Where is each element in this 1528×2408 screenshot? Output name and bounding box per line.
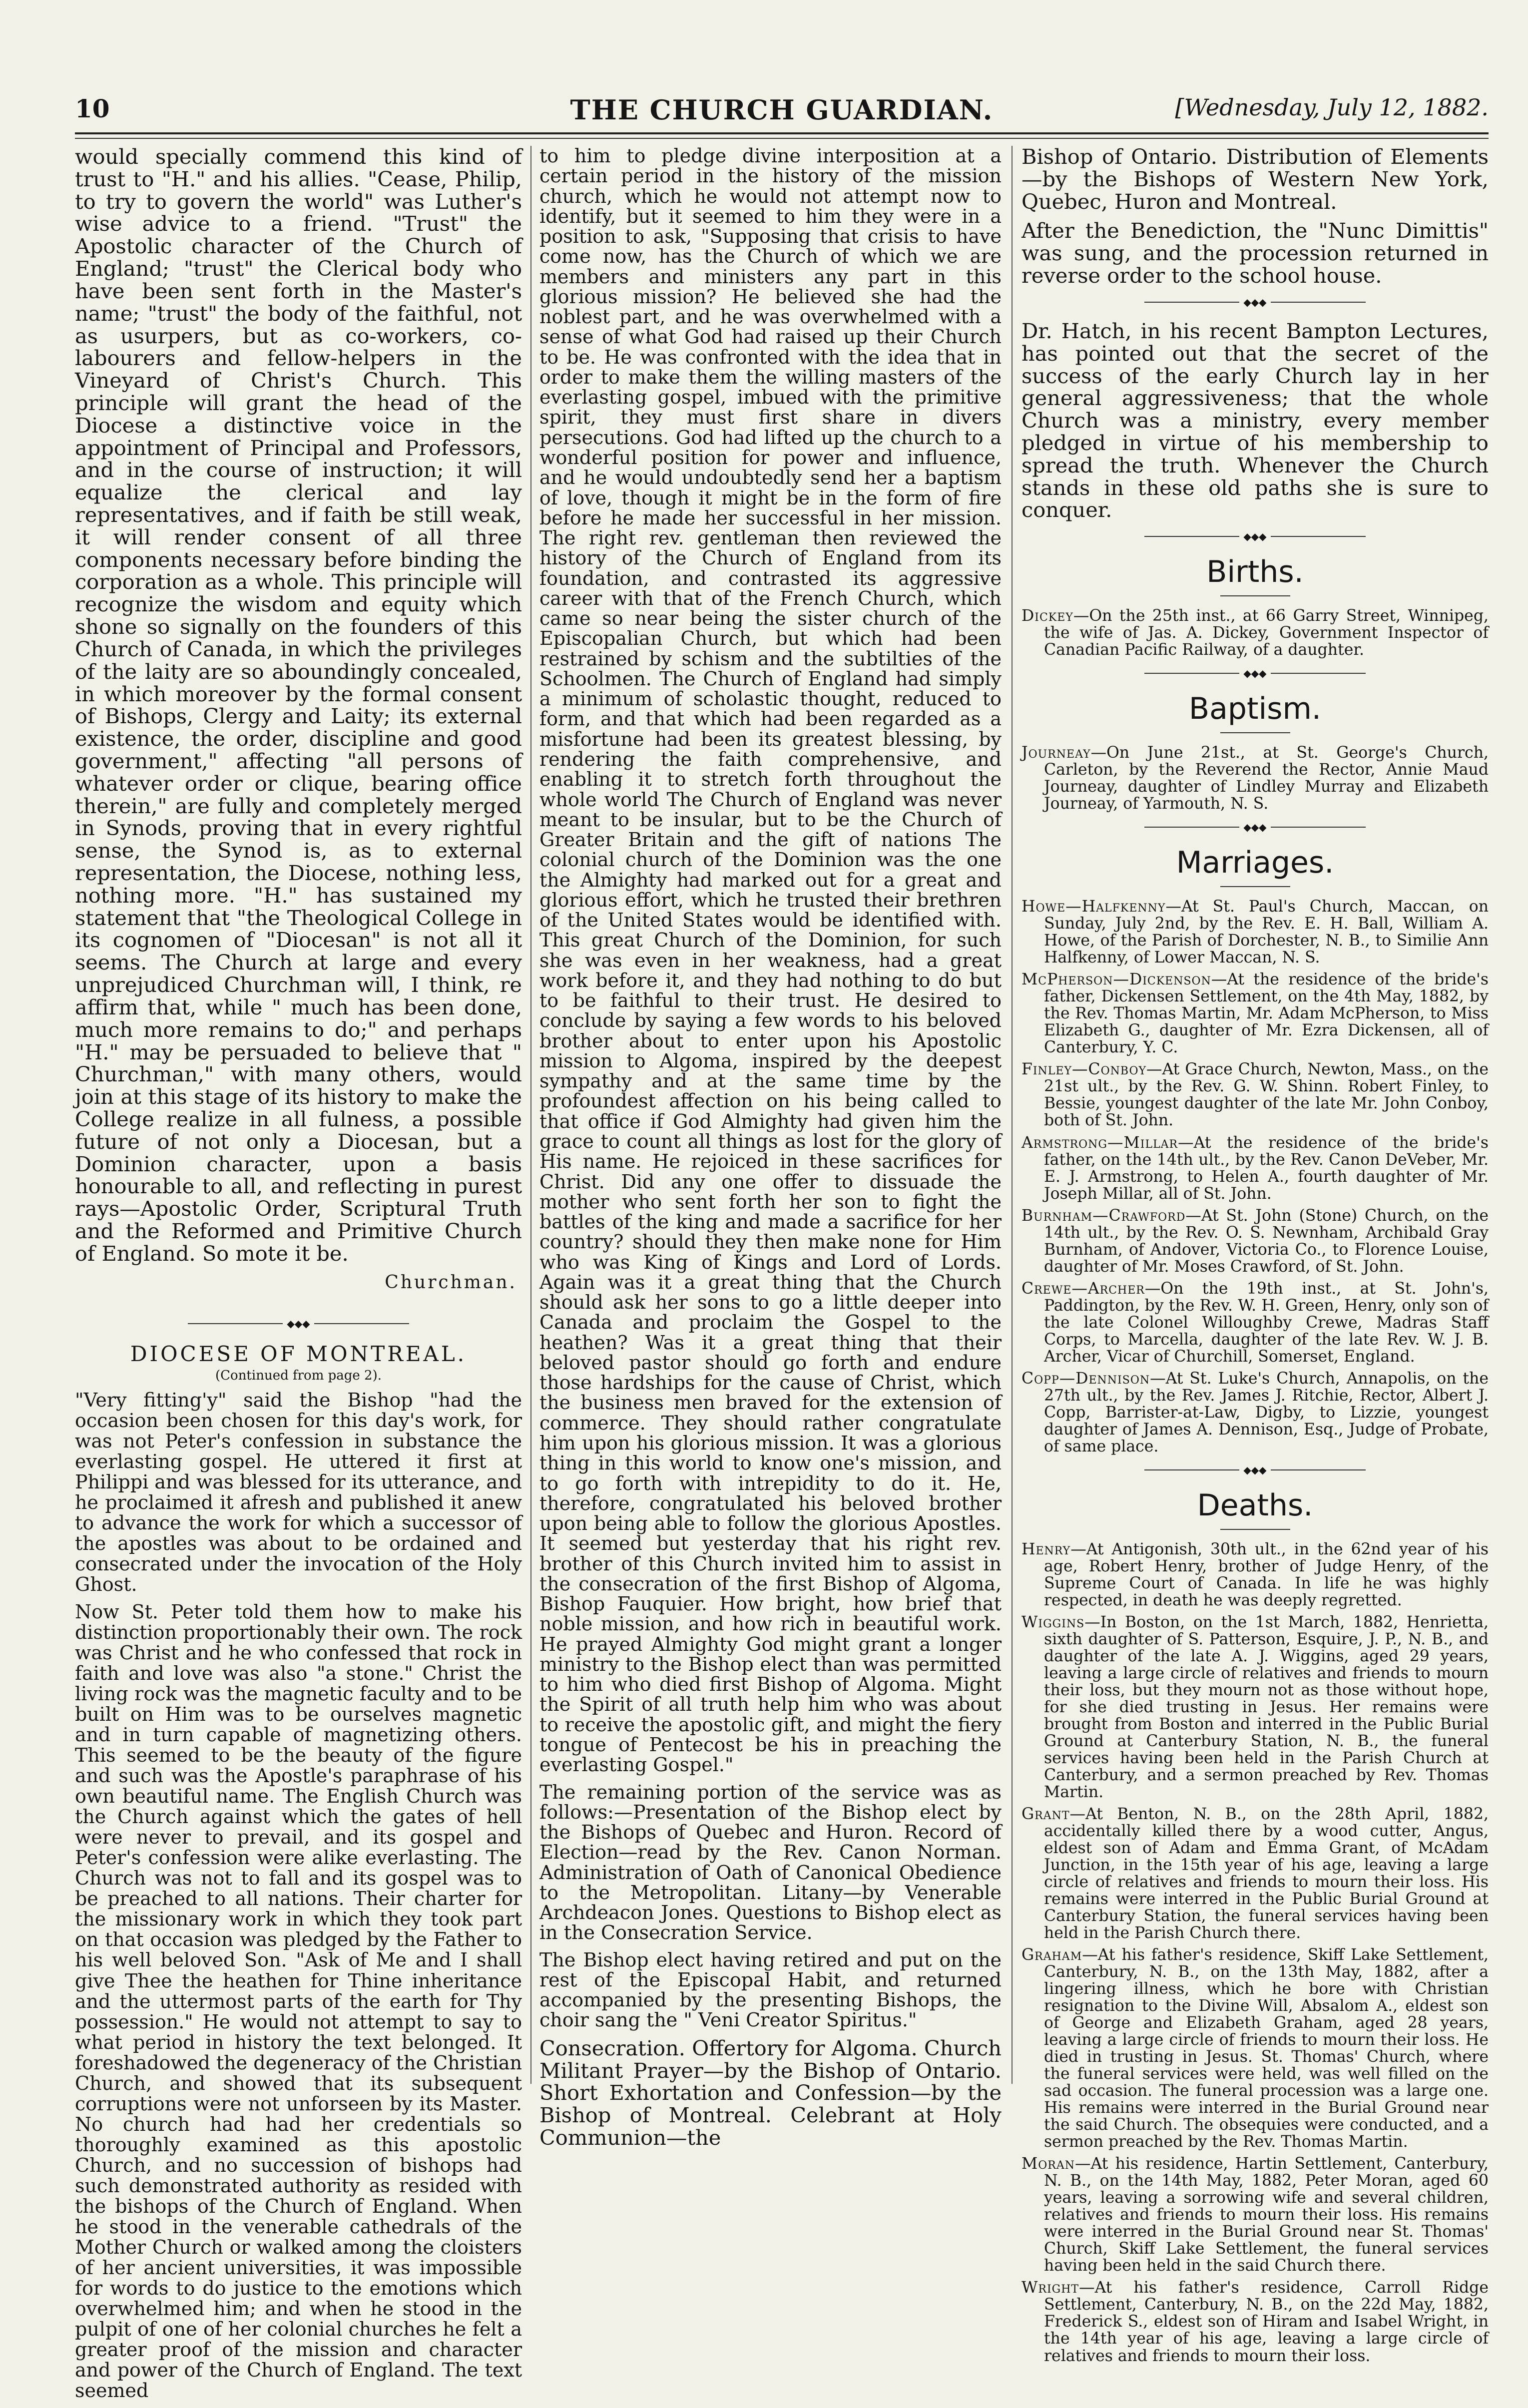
- notice-name: Armstrong—Millar: [1021, 1133, 1178, 1152]
- separator-ornament: ◆◆◆: [1021, 1464, 1489, 1476]
- births-heading: Births.: [1206, 554, 1304, 590]
- article-paragraph: to him to pledge divine interposition at a certain period in the history of the mission church, which he would not attempt now to identify, but it seemed to him they were in a position to ask, "Supposing that crisis to have come now, has the Church of which we are members and ministers any part in this glorious mission? He believed she had the noblest part, and he was overwhelmed with a sense of what God had raised up their Church to be. He was confronted with the idea that in order to make them the willing masters of the everlasting gospel, imbued with the primitive spirit, they must first share in divers persecutions. God had lifted up the church to a wonderful position for power and influence, and he would undoubtedly send her a baptism of love, though it might be in the form of fire before he made her successful in her mission. The right rev. gentleman then reviewed the history of the Church of England from its foundation, and contrasted its aggressive career with that of the French Church, which came so near being the sister church of the Episcopalian Church, but which had been restrained by schism and the subtilties of the Schoolmen. The Church of England had simply a minimum of scholastic thought, reduced to form, and that which had been regarded as a misfortune had been its greatest blessing, by rendering the faith comprehensive, and enabling it to stretch forth throughout the whole world The Church of England was never meant to be insular, but to be the Church of Greater Britain and the gift of nations The colonial church of the Dominion was the one the Almighty had marked out for a great and glorious effort, which he trusted their brethren of the United States would be identified with. This great Church of the Dominion, for such she was even in her weakness, had a great work before it, and they had nothing to do but to be faithful to their trust. He desired to conclude by saying a few words to his beloved brother about to enter upon his Apostolic mission to Algoma, inspired by the deepest sympathy and at the same time by the profoundest affection on his being called to that office if God Almighty had given him the grace to count all things as lost for the glory of His name. He rejoiced in these sacrifices for Christ. Did any one offer to dissuade the mother who sent forth her son to fight the battles of the king and made a sacrifice for her country? should they then make none for Him who was King of Kings and Lord of Lords. Again was it a great thing that the Church should ask her sons to go a little deeper into Canada and proclaim the Gospel to the heathen? Was it a great thing that their beloved pastor should go forth and endure those hardships for the cause of Christ, which the business men braved for the extension of commerce. They should rather congratulate him upon his glorious mission. It was a glorious thing in this world to know one's mission, and to go forth with intrepidity to do it. He, therefore, congratulated his beloved brother upon being able to follow the glorious Apostles. It seemed but yesterday that his right rev. brother of this Church invited him to assist in the consecration of the first Bishop of Algoma, Bishop Fauquier. How bright, how brief that noble mission, and how rich in beautiful work. He prayed Almighty God might grant a longer ministry to the Bishop elect than was permitted to him who died first Bishop of Algoma. Might the Spirit of all truth help him who was about to receive the apostolic gift, and might the fiery tongue of Pentecost be his in preaching the everlasting Gospel.": [539, 145, 1002, 1776]
- baptism-list: [1021, 744, 1489, 812]
- baptism-heading: Baptism.: [1189, 691, 1321, 727]
- births-list: [1021, 607, 1489, 658]
- notice-text: —At his father's residence, Skiff Lake Settlement, Canterbury, N. B., on the 13th May, 1882, after a lingering illness, which he bore with Christian resignation to the Divine Will, Absalom A., eldest son of George and Elizabeth Graham, aged 28 years, leaving a large circle of friends to mourn their loss. He died in trusting in Jesus. St. Thomas' Church, where the funeral services were held, was well filled on the sad occasion. The funeral procession was a large one. His remains were interred in the Burial Ground near the said Church. The obsequies were conducted, and a sermon preached by the Rev. Thomas Martin.: [1044, 1946, 1489, 2151]
- notice-text: —At Antigonish, 30th ult., in the 62nd year of his age, Robert Henry, brother of Judge Henry, of the Supreme Court of Canada. In life he was highly respected, in death he was deeply regretted.: [1044, 1540, 1489, 1609]
- section-subtitle: (Continued from page 2).: [215, 1368, 382, 1383]
- notice-name: Finley—Conboy: [1021, 1060, 1147, 1079]
- notice-name: Graham: [1021, 1946, 1082, 1964]
- separator-ornament: ◆◆◆: [1021, 530, 1489, 542]
- notice-text: —On June 21st., at St. George's Church, Carleton, by the Reverend the Rector, Annie Maud Journeay, daughter of Lindley Murray and Elizabeth Journeay, of Yarmouth, N. S.: [1044, 744, 1489, 813]
- letter-paragraph: would specially commend this kind of trust to "H." and his allies. "Cease, Philip, to try to govern the world" was Luther's wise advice to a friend. "Trust" the Apostolic character of the Church of England; "trust" the Clerical body who have been sent forth in the Master's name; "trust" the body of the faithful, not as usurpers, but as co-workers, co-labourers and fellow-helpers in the Vineyard of Christ's Church. This principle will grant the head of the Diocese a distinctive voice in the appointment of Principal and Professors, and in the course of instruction; it will equalize the clerical and lay representatives, and if faith be still weak, it will render consent of all three components necessary before binding the corporation as a whole. This principle will recognize the wisdom and equity which shone so signally on the founders of this Church of Canada, in which the privileges of the laity are so aboundingly concealed, in which moreover by the formal consent of Bishops, Clergy and Laity; its external existence, the order, discipline and good government," affecting "all persons of whatever order or clique, bearing office therein," are fully and completely merged in Synods, proving that in every rightful sense, the Synod is, as to external representation, the Diocese, nothing less, nothing more. "H." has sustained my statement that "the Theological College in its cognomen of "Diocesan" is not all it seems. The Church at large and every unprejudiced Churchman will, I think, re affirm that, while " much has been done, much more remains to do;" and perhaps "H." may be persuaded to believe that " Churchman," with many others, would join at this stage of its history to make the College realize in all fulness, a possible future of not only a Diocesan, but a Dominion character, upon a basis honourable to all, and reflecting in purest rays—Apostolic Order, Scriptural Truth and the Reformed and Primitive Church of England. So mote it be.: [75, 144, 522, 1266]
- notice-name: Wiggins: [1021, 1613, 1085, 1631]
- column-1: [75, 146, 522, 2408]
- notice-text: —At Benton, N. B., on the 28th April, 1882, accidentally killed there by a wood cutter, Angus, eldest son of Adam and Emma Grant, of McAdam Junction, in the 15th year of his age, leaving a large circle of relatives and friends to mourn their loss. His remains were interred in the Public Burial Ground at Canterbury Station, the funeral services having been held in the Parish Church there.: [1044, 1805, 1489, 1942]
- issue-date: [Wednesday, July 12, 1882.: [1175, 94, 1489, 121]
- column-2: [539, 146, 1002, 2156]
- separator-ornament: ◆◆◆: [1021, 667, 1489, 679]
- page-number: 10: [75, 94, 110, 123]
- deaths-list: [1021, 1541, 1489, 2365]
- notice-item: [1021, 1614, 1489, 1801]
- heading-rule: [1220, 732, 1290, 733]
- notice-text: —At St. Paul's Church, Maccan, on Sunday, July 2nd, by the Rev. E. H. Ball, William A. Howe, of the Parish of Dorchester, N. B., to Similie Ann Halfkenny, of Lower Maccan, N. S.: [1044, 898, 1489, 967]
- notice-item: [1021, 1946, 1489, 2150]
- column-divider-1: [530, 146, 531, 2084]
- notice-text: —On the 19th inst., at St. John's, Paddington, by the Rev. W. H. Green, Henry, only son of the late Colonel Willoughby Crewe, Madras Staff Corps, to Marcella, daughter of the late Rev. W. J. B. Archer, Vicar of Churchill, Somerset, England.: [1044, 1279, 1489, 1366]
- article-paragraph: The Bishop elect having retired and put on the rest of the Episcopal Habit, and returned accompanied by the presenting Bishops, the choir sang the " Veni Creator Spiritus.": [539, 1948, 1002, 2031]
- notice-name: Howe—Halfkenny: [1021, 898, 1166, 916]
- notice-text: —At St. Luke's Church, Annapolis, on the 27th ult., by the Rev. James J. Ritchie, Rector, Albert J. Copp, Barrister-at-Law, Digby, to Lizzie, youngest daughter of James A. Dennison, Esq., Judge of Probate, of same place.: [1044, 1369, 1489, 1455]
- heading-rule: [1220, 1529, 1290, 1530]
- article-paragraph: Consecration. Offertory for Algoma. Church Militant Prayer—by the Bishop of Ontario. Short Exhortation and Confession—by the Bishop of Montreal. Celebrant at Holy Communion—the: [539, 2035, 1002, 2150]
- article-paragraph: "Very fitting'y" said the Bishop "had the occasion been chosen for this day's work, for was not Peter's confession in substance the everlasting gospel. He uttered it first at Philippi and was blessed for its utterance, and he proclaimed it afresh and published it anew to advance the work for which a successor of the apostles was about to be ordained and consecrated under the invocation of the Holy Ghost.: [75, 1389, 522, 1595]
- separator-ornament: ◆◆◆: [1021, 296, 1489, 308]
- notice-name: Moran: [1021, 2155, 1075, 2173]
- notice-item: [1021, 1207, 1489, 1275]
- marriages-heading: Marriages.: [1176, 845, 1334, 881]
- header-rule: [75, 132, 1489, 134]
- notice-text: —At the residence of the bride's father, on the 14th ult., by the Rev. Canon DeVeber, Mr. E. J. Armstrong, to Helen A., fourth daughter of Mr. Joseph Millar, all of St. John.: [1044, 1133, 1489, 1203]
- notice-item: [1021, 1134, 1489, 1202]
- notice-text: —At St. John (Stone) Church, on the 14th ult., by the Rev. O. S. Newnham, Archibald Gray Burnham, of Andover, Victoria Co., to Florence Louise, daughter of Mr. Moses Crawford, of St. John.: [1044, 1206, 1489, 1276]
- notice-name: Journeay: [1021, 744, 1091, 762]
- column-divider-2: [1012, 146, 1013, 2084]
- notice-text: —At the residence of the bride's father, Dickensen Settlement, on the 4th May, 1882, by the Rev. Thomas Martin, Mr. Adam McPherson, to Miss Elizabeth G., daughter of Mr. Ezra Dickensen, all of Canterbury, Y. C.: [1044, 970, 1489, 1057]
- notice-text: —At his father's residence, Carroll Ridge Settlement, Canterbury, N. B., on the 22d May, 1882, Frederick S., eldest son of Hiram and Isabel Wright, in the 14th year of his age, leaving a large circle of relatives and friends to mourn their loss.: [1044, 2279, 1489, 2365]
- notice-item: [1021, 1370, 1489, 1455]
- page-header: [75, 94, 1489, 129]
- header-rule-thin: [75, 138, 1489, 139]
- notice-name: Dickey: [1021, 607, 1073, 625]
- notice-text: —On the 25th inst., at 66 Garry Street, Winnipeg, the wife of Jas. A. Dickey, Government Inspector of Canadian Pacific Railway, of a daughter.: [1044, 607, 1489, 659]
- heading-rule: [1220, 595, 1290, 596]
- hatch-paragraph: Dr. Hatch, in his recent Bampton Lectures, has pointed out that the secret of the success of the early Church lay in her general aggressiveness; that the whole Church was a ministry, every member pledged in virtue of his membership to spread the truth. Whenever the Church stands in these old paths she is sure to conquer.: [1021, 318, 1489, 522]
- notice-name: Crewe—Archer: [1021, 1279, 1145, 1298]
- notice-text: —At Grace Church, Newton, Mass., on the 21st ult., by the Rev. G. W. Shinn. Robert Finley, to Bessie, youngest daughter of the late Mr. John Conboy, both of St. John.: [1044, 1060, 1489, 1130]
- notice-item: [1021, 2279, 1489, 2364]
- notice-item: [1021, 1541, 1489, 1609]
- notice-name: Copp—Dennison: [1021, 1369, 1150, 1388]
- notice-name: Wright: [1021, 2279, 1079, 2297]
- article-paragraph: The remaining portion of the service was as follows:—Presentation of the Bishop elect by the Bishops of Quebec and Huron. Record of Election—read by the Rev. Canon Norman. Administration of Oath of Canonical Obedience to the Metropolitan. Litany—by Venerable Archdeacon Jones. Questions to Bishop elect as in the Consecration Service.: [539, 1781, 1002, 1944]
- section-title: DIOCESE OF MONTREAL.: [130, 1341, 467, 1366]
- notice-item: [1021, 1806, 1489, 1941]
- separator-ornament: ◆◆◆: [1021, 821, 1489, 833]
- article-paragraph: Bishop of Ontario. Distribution of Elements—by the Bishops of Western New York, Quebec, Huron and Montreal.: [1021, 144, 1489, 214]
- marriages-list: [1021, 898, 1489, 1454]
- notice-name: Henry: [1021, 1540, 1071, 1558]
- notice-text: —In Boston, on the 1st March, 1882, Henrietta, sixth daughter of S. Patterson, Esquire, J. P., N. B., and daughter of the late A. J. Wiggins, aged 29 years, leaving a large circle of relatives and friends to mourn their loss, but they mourn not as those without hope, for she died trusting in Jesus. Her remains were brought from Boston and interred in the Public Burial Ground at Canterbury Station, N. B., the funeral services having been held in the Parish Church at Canterbury, and a sermon preached by Rev. Thomas Martin.: [1044, 1613, 1489, 1801]
- notice-name: Grant: [1021, 1805, 1070, 1824]
- notice-text: —At his residence, Hartin Settlement, Canterbury, N. B., on the 14th May, 1882, Peter Moran, aged 60 years, leaving a sorrowing wife and several children, relatives and friends to mourn their loss. His remains were interred in the Burial Ground near St. Thomas' Church, Skiff Lake Settlement, the funeral services having been held in the said Church there.: [1044, 2155, 1489, 2275]
- notice-name: Burnham—Crawford: [1021, 1206, 1186, 1225]
- separator-ornament: ◆◆◆: [75, 1318, 522, 1330]
- article-paragraph: After the Benediction, the "Nunc Dimittis" was sung, and the procession returned in reverse order to the school house.: [1021, 218, 1489, 288]
- notice-item: [1021, 898, 1489, 966]
- notice-item: [1021, 1061, 1489, 1129]
- notice-item: [1021, 607, 1489, 658]
- deaths-heading: Deaths.: [1197, 1487, 1313, 1523]
- notice-item: [1021, 2155, 1489, 2274]
- masthead-title: THE CHURCH GUARDIAN.: [570, 94, 994, 126]
- heading-rule: [1220, 886, 1290, 887]
- notice-item: [1021, 744, 1489, 812]
- letter-signature: Churchman.: [385, 1272, 517, 1293]
- article-paragraph: Now St. Peter told them how to make his distinction proportionably their own. The rock was Christ and he who confessed that rock in faith and love was also "a stone." Christ the living rock was the magnetic faculty and to be built on Him was to be ourselves magnetic and in turn capable of magnetizing others. This seemed to be the beauty of the figure and such was the Apostle's paraphrase of his own beautiful name. The English Church was the Church against which the gates of hell were never to prevail, and its gospel and Peter's confession were alike everlasting. The Church was not to fall and its gospel was to be preached to all nations. Their charter for the missionary work in which they took part on that occasion was pledged by the Father to his well beloved Son. "Ask of Me and I shall give Thee the heathen for Thine inheritance and the uttermost parts of the earth for Thy possession." He would not attempt to say to what period in history the text belonged. It foreshadowed the degeneracy of the Christian Church, and showed that its subsequent corruptions were not unforseen by its Master. No church had had her credentials so thoroughly examined as this apostolic Church, and no succession of bishops had such demonstrated authority as resided with the bishops of the Church of England. When he stood in the venerable cathedrals of the Mother Church or walked among the cloisters of her ancient universities, it was impossible for words to do justice to the emotions which overwhelmed him; and when he stood in the pulpit of one of her colonial churches he felt a greater proof of the mission and character and power of the Church of England. The text seemed: [75, 1600, 522, 2402]
- notice-item: [1021, 971, 1489, 1056]
- notice-name: McPherson—Dickenson: [1021, 970, 1211, 989]
- notice-item: [1021, 1280, 1489, 1365]
- column-3: [1021, 146, 1489, 2370]
